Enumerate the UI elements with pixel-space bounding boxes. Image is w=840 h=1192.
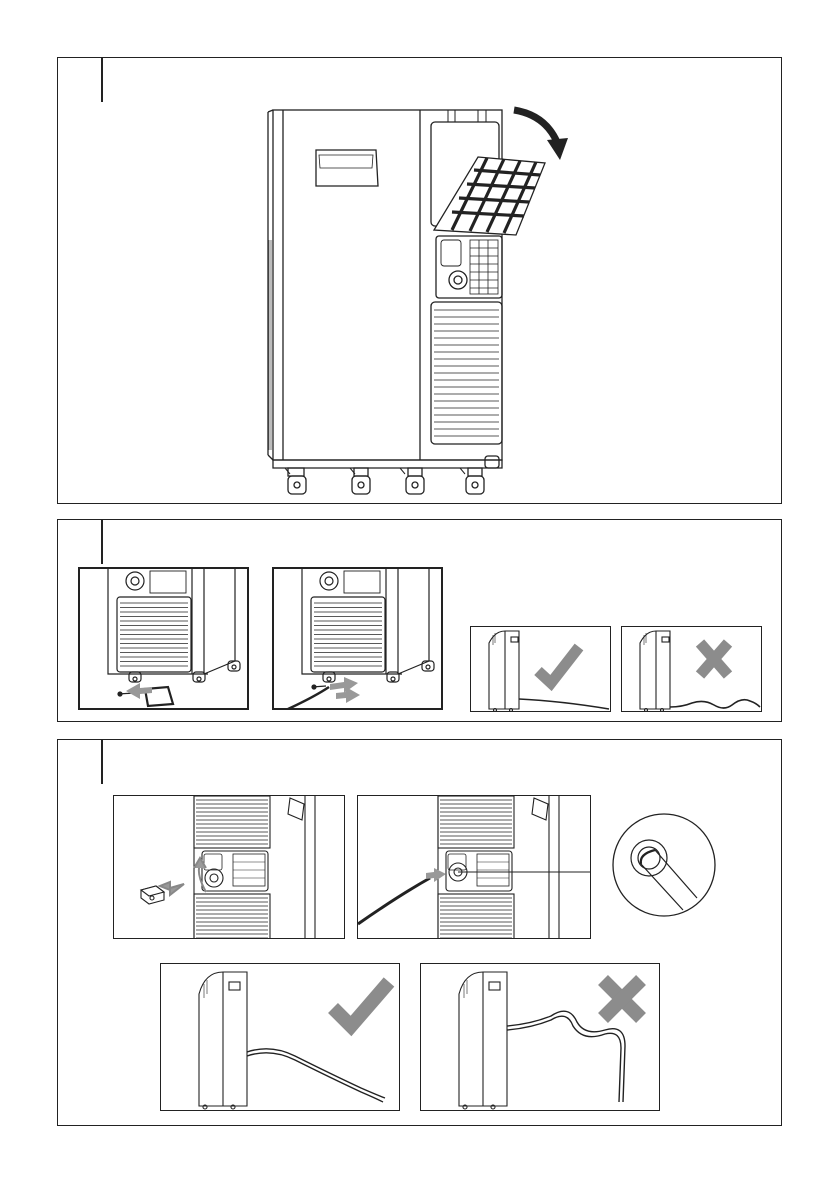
checkmark-icon: [538, 647, 579, 683]
checkmark-icon: [333, 982, 389, 1026]
remove-drain-cap-frame: [78, 567, 249, 710]
connect-drain-hose-frame: [272, 567, 443, 710]
hose-routing-incorrect-frame: [621, 626, 762, 712]
remove-arrow-icon: [160, 858, 206, 895]
air-filter: [434, 157, 545, 235]
rotate-arrow-icon: [514, 110, 568, 160]
step-3-tick: [101, 740, 103, 784]
attach-continuous-drain-hose-frame: [357, 795, 591, 939]
cross-icon: [603, 980, 641, 1018]
remove-continuous-drain-cap-frame: [113, 795, 345, 939]
ac-unit-filter-removal-illustration: [0, 0, 840, 520]
hose-connection-detail: [611, 812, 717, 918]
drain-plug: [449, 271, 467, 289]
continuous-drain-correct-frame: [160, 963, 400, 1111]
control-panel: [436, 236, 502, 298]
pull-arrow-icon: [126, 683, 152, 699]
step-2-tick: [101, 520, 103, 564]
hose-routing-correct-frame: [470, 626, 611, 712]
casters: [288, 456, 499, 494]
side-vent: [269, 240, 271, 450]
continuous-drain-incorrect-frame: [420, 963, 660, 1111]
cross-icon: [700, 643, 728, 675]
